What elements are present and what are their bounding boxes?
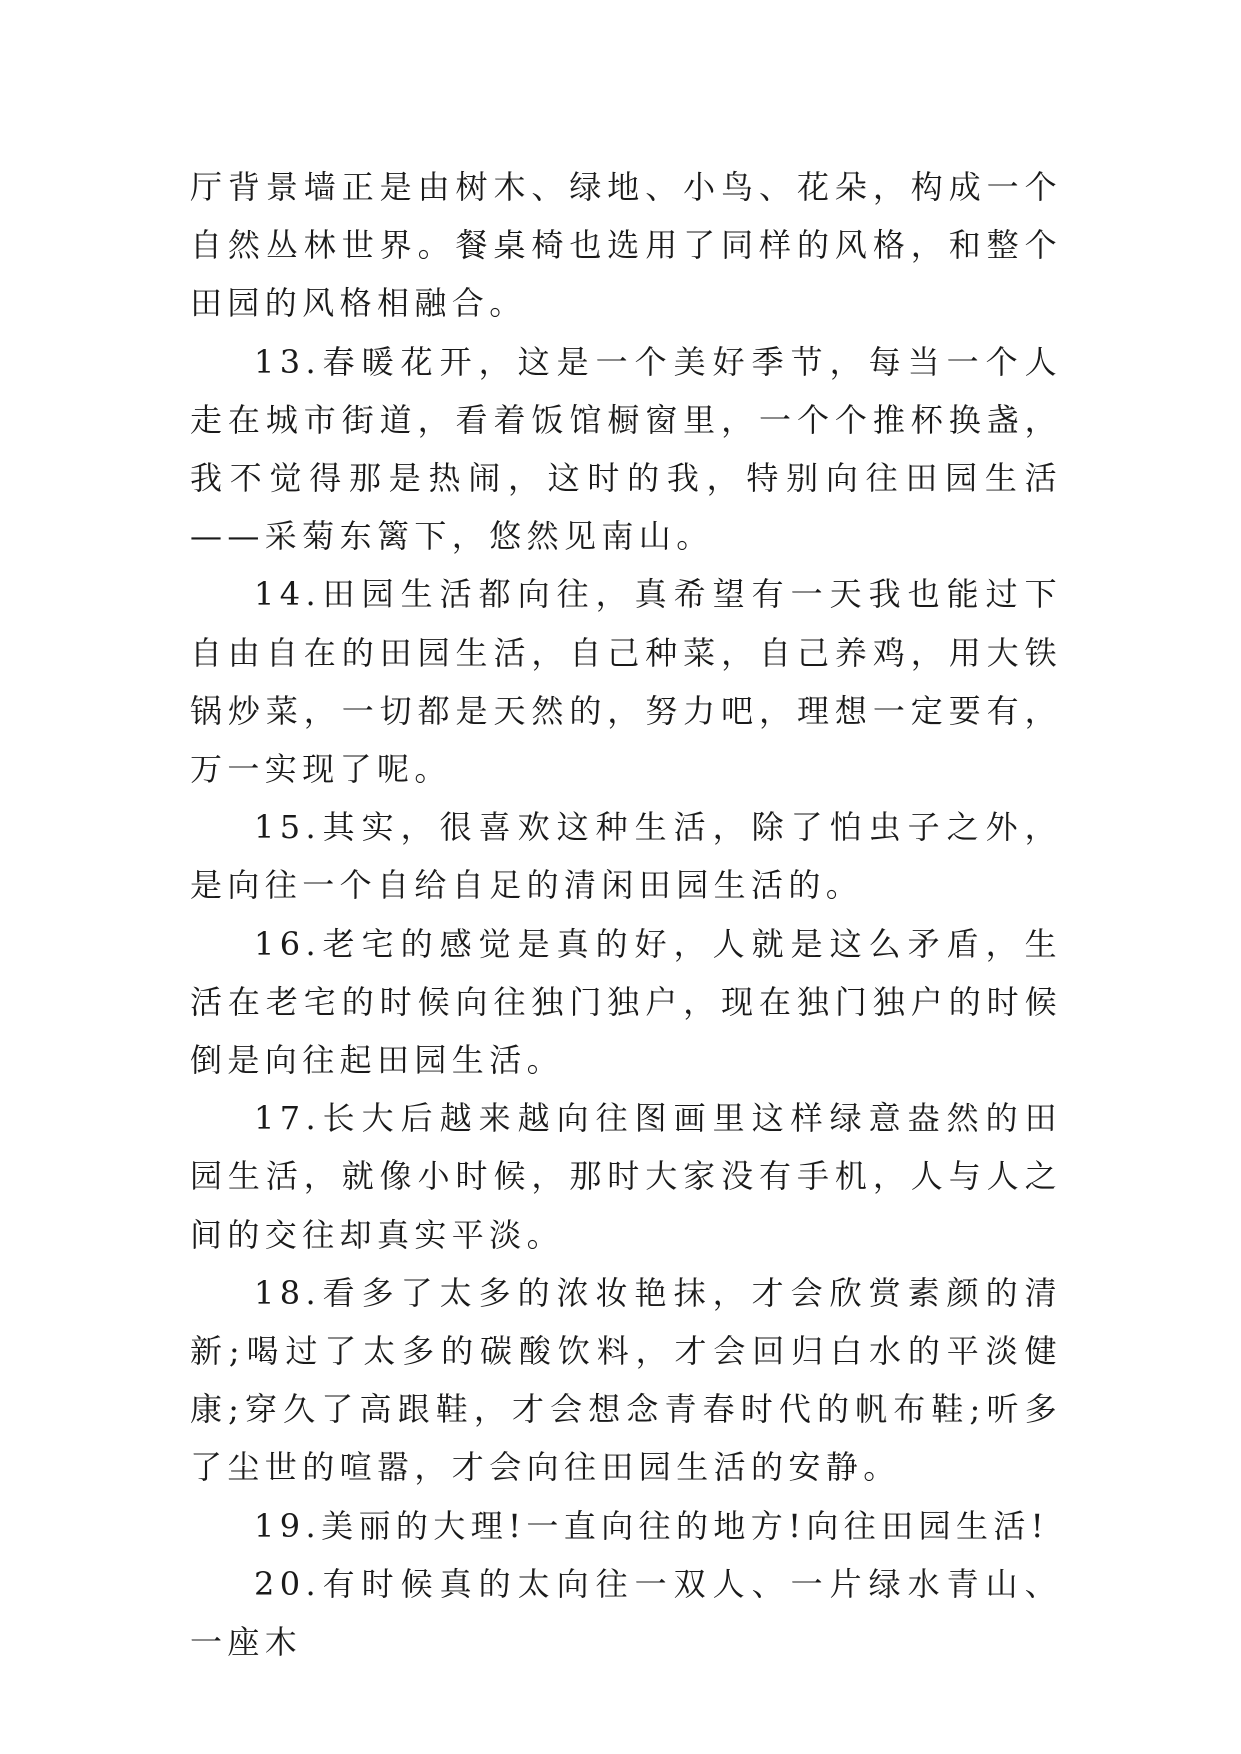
paragraph-continuation: 厅背景墙正是由树木、绿地、小鸟、花朵，构成一个自然丛林世界。餐桌椅也选用了同样的风格，和整个田园的风格相融合。 (190, 168, 1062, 323)
document-body (190, 158, 1062, 1671)
paragraph-item-20: 20.有时候真的太向往一双人、一片绿水青山、一座木 (190, 1564, 1062, 1662)
paragraph-item-18: 18.看多了太多的浓妆艳抹，才会欣赏素颜的清新;喝过了太多的碳酸饮料，才会回归白水的平淡健康;穿久了高跟鞋，才会想念青春时代的帆布鞋;听多了尘世的喧嚣，才会向往田园生活的安静。 (190, 1273, 1062, 1487)
paragraph-item-14: 14.田园生活都向往，真希望有一天我也能过下自由自在的田园生活，自己种菜，自己养鸡，用大铁锅炒菜，一切都是天然的，努力吧，理想一定要有，万一实现了呢。 (190, 575, 1062, 789)
paragraph-item-16: 16.老宅的感觉是真的好，人就是这么矛盾，生活在老宅的时候向往独门独户，现在独门独户的时候倒是向往起田园生活。 (190, 924, 1062, 1080)
paragraph-item-15: 15.其实，很喜欢这种生活，除了怕虫子之外，是向往一个自给自足的清闲田园生活的。 (190, 808, 1062, 905)
paragraph-item-13: 13.春暖花开，这是一个美好季节，每当一个人走在城市街道，看着饭馆橱窗里，一个个推杯换盏，我不觉得那是热闹，这时的我，特别向往田园生活——采菊东篱下，悠然见南山。 (190, 342, 1062, 556)
paragraph-item-17: 17.长大后越来越向往图画里这样绿意盎然的田园生活，就像小时候，那时大家没有手机，人与人之间的交往却真实平淡。 (190, 1099, 1062, 1254)
paragraph-item-19: 19.美丽的大理!一直向往的地方!向往田园生活! (254, 1506, 1050, 1545)
